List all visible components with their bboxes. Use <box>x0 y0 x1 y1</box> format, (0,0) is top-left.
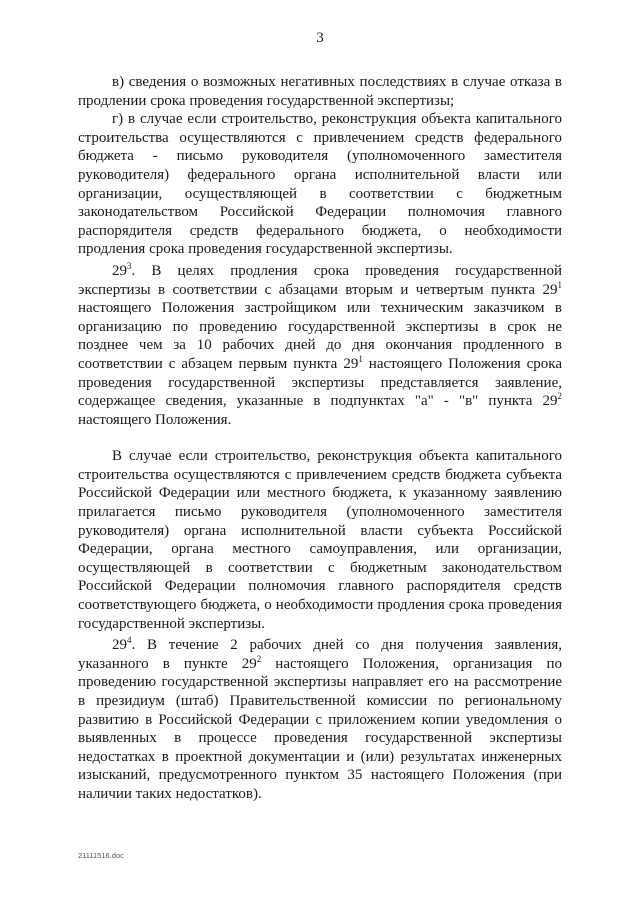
superscript: 2 <box>557 391 562 402</box>
superscript: 4 <box>127 635 132 646</box>
paragraph-item-g <box>78 110 562 259</box>
clause-number: 29 <box>112 637 127 654</box>
document-body <box>78 73 562 804</box>
paragraph-clause-29-3 <box>78 262 562 429</box>
paragraph-clause-29-4 <box>78 636 562 803</box>
text-run: настоящего Положения. <box>78 411 232 428</box>
text-run: . В течение 2 рабочих дней со дня получения заявления, указанного в пункте 29 <box>78 637 562 672</box>
text-run: в) сведения о возможных негативных последствиях в случае отказа в продлении срока проведения государственной экспертизы; <box>78 74 562 109</box>
paragraph-item-v <box>78 73 562 110</box>
superscript: 1 <box>557 279 562 290</box>
text-run: В случае если строительство, реконструкция объекта капитального строительства осуществляются с привлечением средств бюджета субъекта Российской Федерации или местного бюджета, к указанному заявлению прилагается письмо руководителя (уполномоченного заместителя руководителя) органа исполнительной власти субъекта Российской Федерации, органа местного самоуправления, или организации, осуществляющей в соответствии с бюджетным законодательством Российской Федерации полномочия главного распорядителя средств соответствующего бюджета, о необходимости продления срока проведения государственной экспертизы. <box>78 448 562 632</box>
superscript: 3 <box>127 260 132 271</box>
text-run: настоящего Положения застройщиком или техническим заказчиком в организацию по проведению государственной экспертизы в срок не позднее чем за 10 рабочих дней до дня окончания продленного в соответствии с абзацем первым пункта 29 <box>78 300 562 372</box>
document-file-code: 21111516.doc <box>78 851 124 860</box>
page-number: 3 <box>316 30 324 46</box>
text-run: . В целях продления срока проведения государственной экспертизы в соответствии с абзацами вторым и четвертым пункта 29 <box>78 262 562 298</box>
text-run: настоящего Положения срока проведения государственной экспертизы представляется заявление, содержащее сведения, указанные в подпунктах "а" - "в" пункта 29 <box>78 355 562 410</box>
paragraph-budget-subject <box>78 447 562 633</box>
superscript: 1 <box>358 353 363 364</box>
text-run: г) в случае если строительство, реконструкция объекта капитального строительства осуществляются с привлечением средств федерального бюджета - письмо руководителя (уполномоченного заместителя руководителя) федерального органа исполнительной власти или организации, осуществляющей в соответствии с бюджетным законодательством Российской Федерации полномочия главного распорядителя средств федерального бюджета, о необходимости продления срока проведения государственной экспертизы. <box>78 111 562 258</box>
text-run: настоящего Положения, организация по проведению государственной экспертизы направляет его на рассмотрение в президиум (штаб) Правительственной комиссии по региональному развитию в Российской Федерации с приложением копии уведомления о выявленных в процессе проведения государственной экспертизы недостатках в проектной документации и (или) результатах инженерных изысканий, предусмотренного пунктом 35 настоящего Положения (при наличии таких недостатков). <box>78 655 562 802</box>
clause-number: 29 <box>112 262 127 279</box>
superscript: 2 <box>256 653 262 664</box>
